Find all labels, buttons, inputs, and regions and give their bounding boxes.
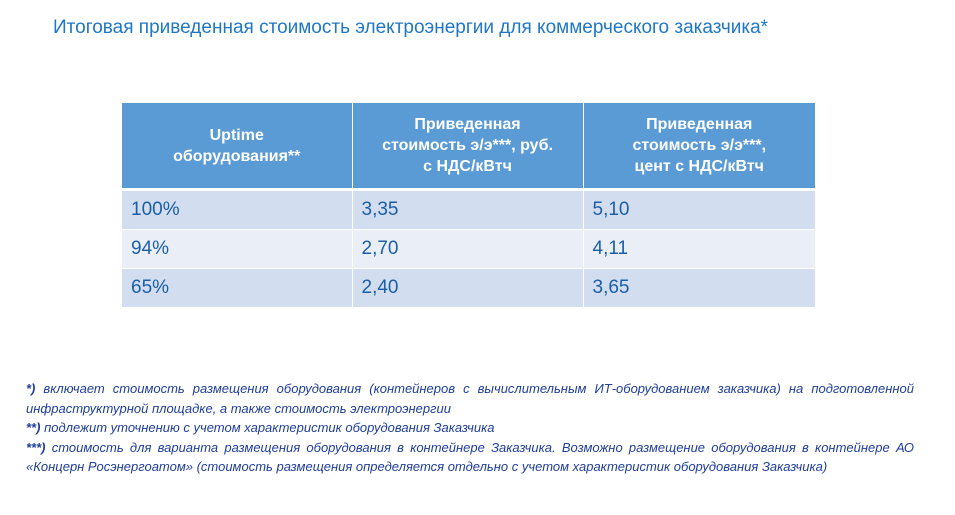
- slide-title: Итоговая приведенная стоимость электроэнергии для коммерческого заказчика*: [53, 17, 769, 38]
- header-line: Приведенная: [646, 116, 753, 133]
- cell-uptime: 100%: [122, 190, 352, 230]
- cell-cost-rub: 2,40: [352, 269, 583, 308]
- cell-cost-rub: 2,70: [352, 230, 583, 269]
- cell-uptime: 65%: [122, 269, 352, 308]
- footnote-2: [26, 418, 914, 438]
- footnote-mark: ***): [26, 439, 46, 455]
- header-line: стоимость э/э***,: [632, 137, 767, 154]
- header-cost-rub: [352, 103, 583, 190]
- footnote-text: стоимость для варианта размещения оборудования в контейнере Заказчика. Возможно размещение оборудования в контейнере АО «Концерн Росэнергоатом» (стоимость размещения определяется отдельно с учетом характеристик оборудования Заказчика): [26, 439, 914, 474]
- header-line: Приведенная: [414, 116, 521, 133]
- footnote-3: [26, 438, 914, 477]
- table-header-row: [122, 103, 815, 190]
- footnote-1: [26, 379, 914, 418]
- header-line: стоимость э/э***, руб.: [382, 137, 553, 154]
- table-row: [122, 230, 815, 269]
- header-uptime: [122, 103, 352, 190]
- header-line: с НДС/кВтч: [423, 158, 512, 175]
- cell-uptime: 94%: [122, 230, 352, 269]
- header-line: цент с НДС/кВтч: [634, 158, 764, 175]
- header-line: оборудования**: [173, 147, 301, 165]
- header-cost-cent: [583, 103, 815, 190]
- cell-cost-rub: 3,35: [352, 190, 583, 230]
- table-row: [122, 190, 815, 230]
- footnotes: [26, 379, 914, 477]
- cell-cost-cent: 5,10: [583, 190, 815, 230]
- price-table: [122, 103, 815, 308]
- cell-cost-cent: 4,11: [583, 230, 815, 269]
- footnote-mark: *): [26, 381, 36, 396]
- footnote-text: включает стоимость размещения оборудования (контейнеров с вычислительным ИТ-оборудованием заказчика) на подготовленной инфраструктурной площадке, а также стоимость электроэнергии: [26, 381, 914, 416]
- cell-cost-cent: 3,65: [583, 269, 815, 308]
- footnote-text: подлежит уточнению с учетом характеристик оборудования Заказчика: [40, 420, 495, 435]
- table-row: [122, 269, 815, 308]
- footnote-mark: **): [26, 420, 41, 435]
- header-line: Uptime: [209, 126, 264, 144]
